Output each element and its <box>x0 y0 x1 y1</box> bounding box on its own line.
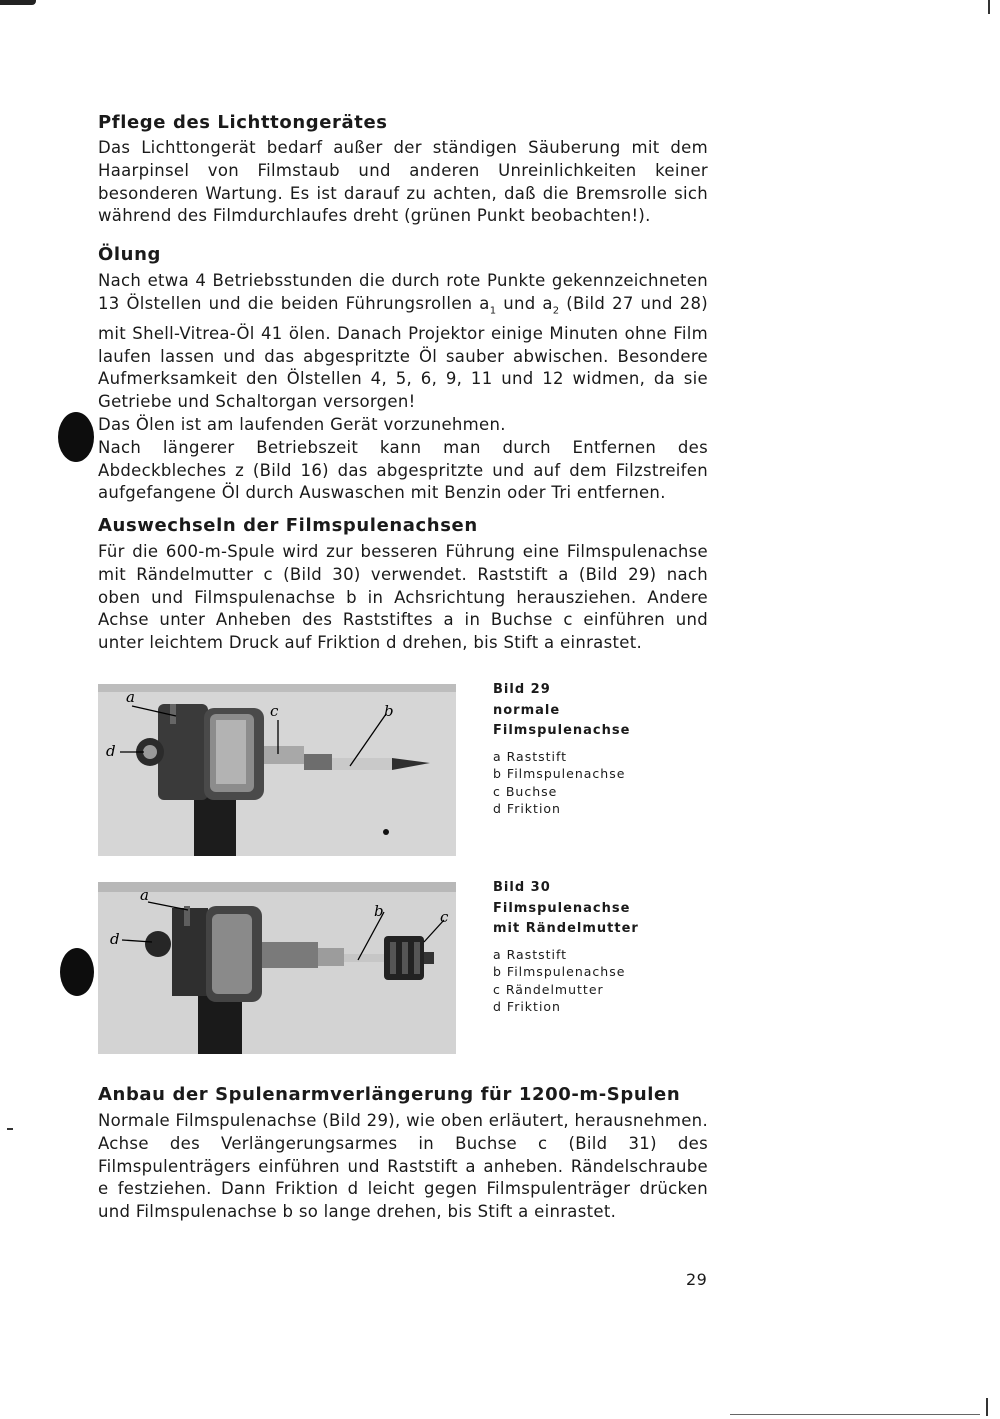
label-b: b <box>374 902 384 920</box>
caption-title-line: Filmspulenachse <box>493 900 631 916</box>
label-c: c <box>270 702 279 720</box>
heading-anbau: Anbau der Spulenarmverlängerung für 1200-m-Spulen <box>98 1084 681 1105</box>
caption-item: d Friktion <box>493 999 561 1014</box>
paragraph-auswechseln: Für die 600-m-Spule wird zur besseren Führung eine Filmspulenachse mit Rändelmutter c (Bild 30) verwendet. Raststift a (Bild 29) nach oben und Filmspulenachse b in Achsrichtung herausziehen. Andere Achse unter Anheben des Raststiftes a in Buchse c einführen und unter leichtem Druck auf Friktion d drehen, bis Stift a einrastet. <box>98 542 708 653</box>
paragraph-anbau: Normale Filmspulenachse (Bild 29), wie oben erläutert, herausnehmen. Achse des Verlängerungsarmes in Buchse c (Bild 31) des Filmspulenträgers einführen und Raststift a anheben. Rändelschraube e festziehen. Dann Friktion d leicht gegen Filmspulenträger drücken und Filmspulenachse b so lange drehen, bis Stift a einrastet. <box>98 1111 708 1222</box>
label-d: d <box>106 742 116 760</box>
caption-item: d Friktion <box>493 801 561 816</box>
label-a: a <box>126 688 135 706</box>
paragraph-oelung-3: Nach längerer Betriebszeit kann man durch Entfernen des Abdeckbleches z (Bild 16) das abgespritzte und auf dem Filzstreifen aufgefangene Öl durch Auswaschen mit Benzin oder Tri entfernen. <box>98 437 708 503</box>
caption-item: c Buchse <box>493 783 558 799</box>
heading-pflege: Pflege des Lichttongerätes <box>98 112 388 133</box>
scan-edge-mark <box>0 0 36 5</box>
caption-item: c Rändelmutter <box>493 981 604 997</box>
caption-item: a Raststift <box>493 946 568 962</box>
caption-bild-29 <box>493 680 693 818</box>
section-pflege <box>98 111 708 228</box>
paragraph-oelung-1: Nach etwa 4 Betriebsstunden die durch rote Punkte gekennzeichneten 13 Ölstellen und die beiden Führungsrollen $a_1$ und $a_2$ (Bild 27 und 28) mit Shell-Vitrea-Öl 41 ölen. Danach Projektor einige Minuten ohne Film laufen lassen und das abgespritzte Öl sauber abwischen. Besondere Aufmerksamkeit den Ölstellen 4, 5, 6, 9, 11 und 12 widmen, da sie Getriebe und Schaltorgan versorgen! <box>98 271 709 412</box>
photo-bild-30 <box>98 882 456 1054</box>
heading-oelung: Ölung <box>98 244 161 265</box>
caption-bild-30 <box>493 878 693 1016</box>
page-number: 29 <box>686 1270 708 1289</box>
label-c: c <box>440 908 449 926</box>
margin-bullet <box>58 412 94 462</box>
caption-title-line: Bild 29 <box>493 682 551 697</box>
caption-title-line: mit Rändelmutter <box>493 921 639 936</box>
section-oelung <box>98 243 708 505</box>
label-a: a <box>140 886 149 904</box>
section-auswechseln <box>98 514 708 655</box>
caption-item: b Filmspulenachse <box>493 766 626 781</box>
heading-auswechseln: Auswechseln der Filmspulenachsen <box>98 515 478 536</box>
section-anbau <box>98 1083 708 1224</box>
paragraph-pflege: Das Lichttongerät bedarf außer der ständigen Säuberung mit dem Haarpinsel von Filmstaub und anderen Unreinlichkeiten keiner besonderen Wartung. Es ist darauf zu achten, daß die Bremsrolle sich während des Filmdurchlaufes dreht (grünen Punkt beobachten!). <box>98 138 708 226</box>
label-b: b <box>384 702 394 720</box>
caption-item: a Raststift <box>493 748 568 764</box>
paragraph-oelung-2: Das Ölen ist am laufenden Gerät vorzunehmen. <box>98 415 506 435</box>
label-d: d <box>110 930 120 948</box>
caption-title-line: Bild 30 <box>493 880 551 895</box>
margin-bullet <box>60 948 94 996</box>
photo-bild-29 <box>98 684 456 856</box>
caption-item: b Filmspulenachse <box>493 964 626 979</box>
caption-title-line: Filmspulenachse <box>493 723 631 738</box>
caption-title-line: normale <box>493 702 561 718</box>
